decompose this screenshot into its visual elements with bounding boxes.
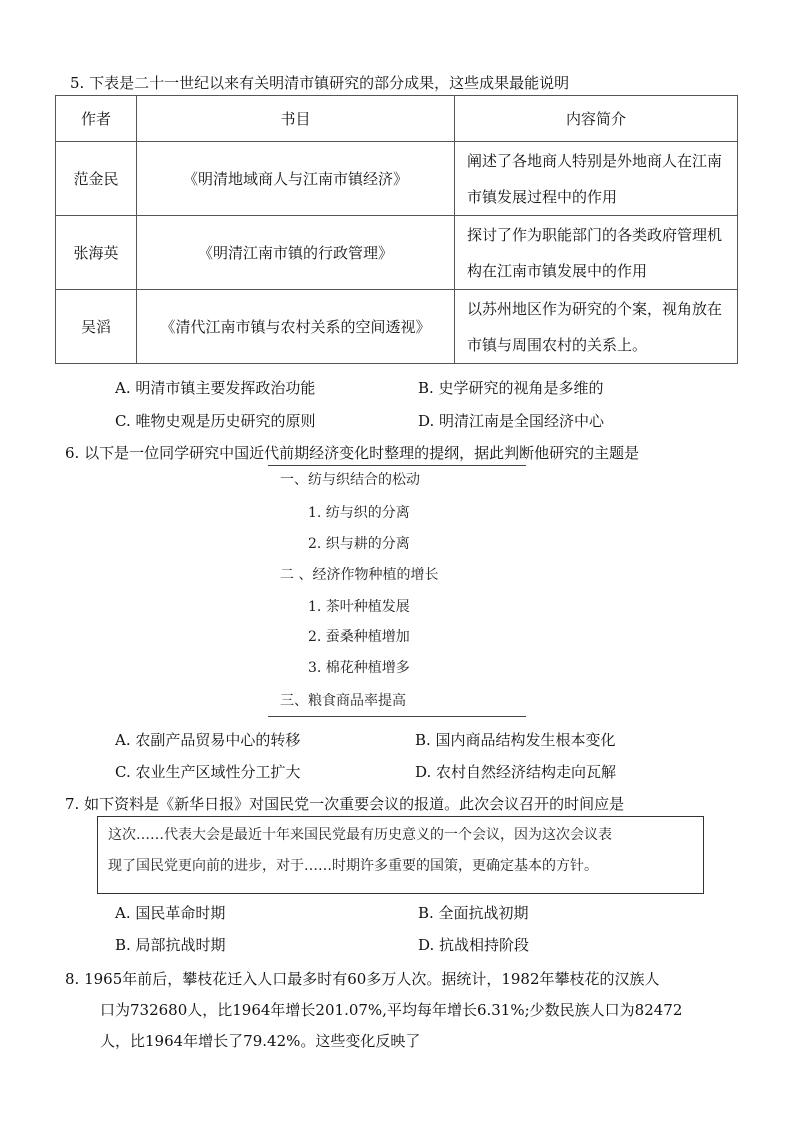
outline-item: 3. 棉花种植增多 bbox=[308, 660, 410, 676]
outline-item: 二 、经济作物种植的增长 bbox=[280, 567, 439, 583]
header-summary: 内容简介 bbox=[455, 96, 738, 142]
outline-item: 三、粮食商品率提高 bbox=[280, 693, 406, 709]
q7-option-b[interactable]: B. 全面抗战初期 bbox=[418, 904, 529, 922]
row-summary: 探讨了作为职能部门的各类政府管理机构在江南市镇发展中的作用 bbox=[455, 216, 738, 290]
table-row bbox=[56, 216, 738, 290]
row-book: 《明清地域商人与江南市镇经济》 bbox=[137, 142, 455, 216]
header-author: 作者 bbox=[56, 96, 137, 142]
q7-option-c[interactable]: B. 局部抗战时期 bbox=[115, 936, 226, 954]
row-summary: 阐述了各地商人特别是外地商人在江南市镇发展过程中的作用 bbox=[455, 142, 738, 216]
outline-top-rule bbox=[268, 465, 526, 466]
q5-option-b[interactable]: B. 史学研究的视角是多维的 bbox=[418, 379, 604, 397]
q5-option-a[interactable]: A. 明清市镇主要发挥政治功能 bbox=[115, 379, 316, 397]
q7-option-d[interactable]: D. 抗战相持阶段 bbox=[418, 936, 530, 954]
outline-bottom-rule bbox=[268, 716, 526, 717]
row-book: 《清代江南市镇与农村关系的空间透视》 bbox=[137, 290, 455, 364]
table-header-row bbox=[56, 96, 738, 142]
q8-line: 人，比1964年增长了79.42%。这些变化反映了 bbox=[100, 1032, 421, 1050]
table-row bbox=[56, 142, 738, 216]
q5-option-d[interactable]: D. 明清江南是全国经济中心 bbox=[418, 412, 605, 430]
q6-option-a[interactable]: A. 农副产品贸易中心的转移 bbox=[115, 731, 301, 749]
q6-option-c[interactable]: C. 农业生产区域性分工扩大 bbox=[115, 763, 301, 781]
header-book: 书目 bbox=[137, 96, 455, 142]
outline-item: 2. 织与耕的分离 bbox=[308, 536, 410, 552]
outline-item: 一、纺与织结合的松动 bbox=[280, 472, 420, 488]
row-book: 《明清江南市镇的行政管理》 bbox=[137, 216, 455, 290]
row-author: 吴滔 bbox=[56, 290, 137, 364]
outline-item: 2. 蚕桑种植增加 bbox=[308, 629, 410, 645]
q6-stem: 6. 以下是一位同学研究中国近代前期经济变化时整理的提纲，据此判断他研究的主题是 bbox=[65, 444, 640, 462]
row-author: 张海英 bbox=[56, 216, 137, 290]
q5-option-c[interactable]: C. 唯物史观是历史研究的原则 bbox=[115, 412, 316, 430]
table-row bbox=[56, 290, 738, 364]
q6-option-b[interactable]: B. 国内商品结构发生根本变化 bbox=[415, 731, 616, 749]
row-author: 范金民 bbox=[56, 142, 137, 216]
q7-stem: 7. 如下资料是《新华日报》对国民党一次重要会议的报道。此次会议召开的时间应是 bbox=[65, 795, 625, 813]
row-summary: 以苏州地区作为研究的个案，视角放在市镇与周围农村的关系上。 bbox=[455, 290, 738, 364]
q7-quote-line: 这次……代表大会是最近十年来国民党最有历史意义的一个会议，因为这次会议表 bbox=[108, 827, 612, 843]
q8-line: 口为732680人，比1964年增长201.07%,平均每年增长6.31%;少数民族人口为82472 bbox=[100, 1001, 683, 1019]
q6-option-d[interactable]: D. 农村自然经济结构走向瓦解 bbox=[415, 763, 617, 781]
outline-item: 1. 茶叶种植发展 bbox=[308, 599, 410, 615]
outline-item: 1. 纺与织的分离 bbox=[308, 505, 410, 521]
q7-quote-line: 现了国民党更向前的进步，对于……时期许多重要的国策，更确定基本的方针。 bbox=[108, 858, 598, 874]
q5-table bbox=[55, 95, 738, 364]
q5-stem: 5. 下表是二十一世纪以来有关明清市镇研究的部分成果，这些成果最能说明 bbox=[70, 74, 570, 92]
q7-option-a[interactable]: A. 国民革命时期 bbox=[115, 904, 226, 922]
q8-line: 8. 1965年前后，攀枝花迁入人口最多时有60多万人次。据统计，1982年攀枝花的汉族人 bbox=[65, 970, 660, 988]
